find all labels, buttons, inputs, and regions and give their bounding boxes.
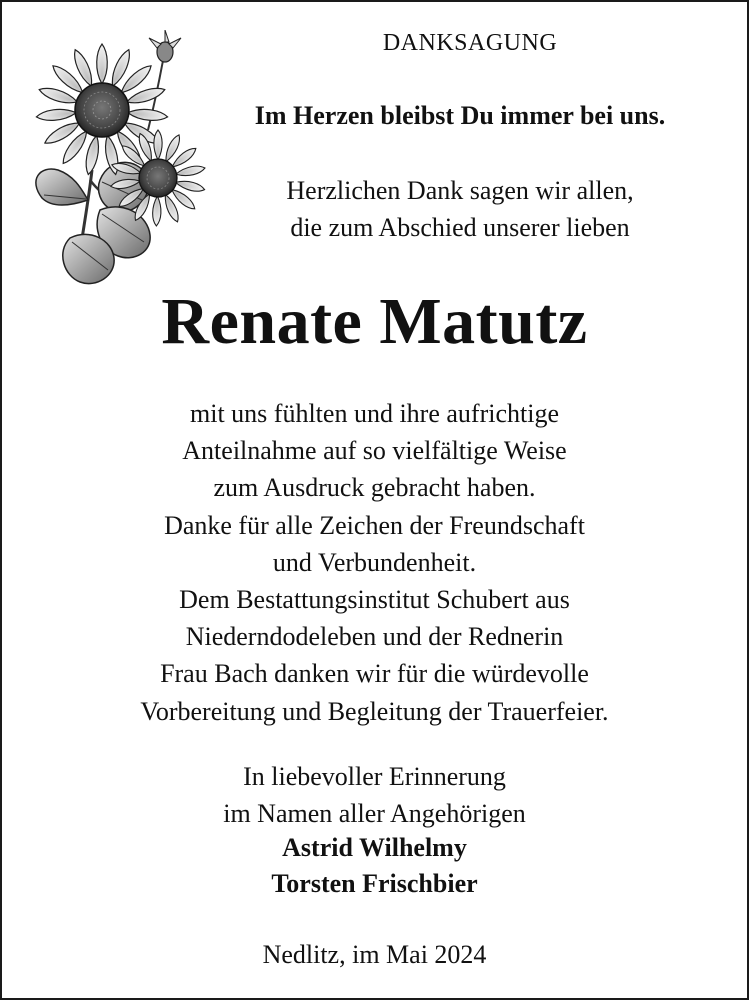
closing-line: In liebevoller Erinnerung xyxy=(243,762,506,791)
place-date: Nedlitz, im Mai 2024 xyxy=(262,940,487,969)
thanks-line: Herzlichen Dank sagen wir allen, xyxy=(286,176,634,205)
body-line: und Verbundenheit. xyxy=(272,547,477,577)
body-line: mit uns fühlten und ihre aufrichtige xyxy=(190,399,559,428)
body-line: Vorbereitung und Begleitung der Trauerfeier. xyxy=(140,696,609,726)
body-line: Niederndodeleben und der Rednerin xyxy=(185,622,564,652)
signer-name: Astrid Wilhelmy xyxy=(282,833,467,862)
body-text xyxy=(0,395,749,730)
body-line: Dem Bestattungsinstitut Schubert aus xyxy=(179,585,570,615)
closing-line: im Namen aller Angehörigen xyxy=(223,799,526,828)
notice-motto: Im Herzen bleibst Du immer bei uns. xyxy=(254,101,666,130)
thanks-text xyxy=(215,172,705,246)
thanks-line: die zum Abschied unserer lieben xyxy=(290,213,630,242)
body-line: zum Ausdruck gebracht haben. xyxy=(213,473,536,503)
closing-text xyxy=(0,758,749,832)
notice-heading: DANKSAGUNG xyxy=(382,30,558,56)
sunflower-icon xyxy=(30,30,215,295)
body-line: Frau Bach danken wir für die würdevolle xyxy=(160,659,589,689)
signer-name: Torsten Frischbier xyxy=(271,869,478,898)
deceased-name: Renate Matutz xyxy=(161,285,588,358)
body-line: Anteilnahme auf so vielfältige Weise xyxy=(182,436,567,466)
body-line: Danke für alle Zeichen der Freundschaft xyxy=(164,510,585,540)
